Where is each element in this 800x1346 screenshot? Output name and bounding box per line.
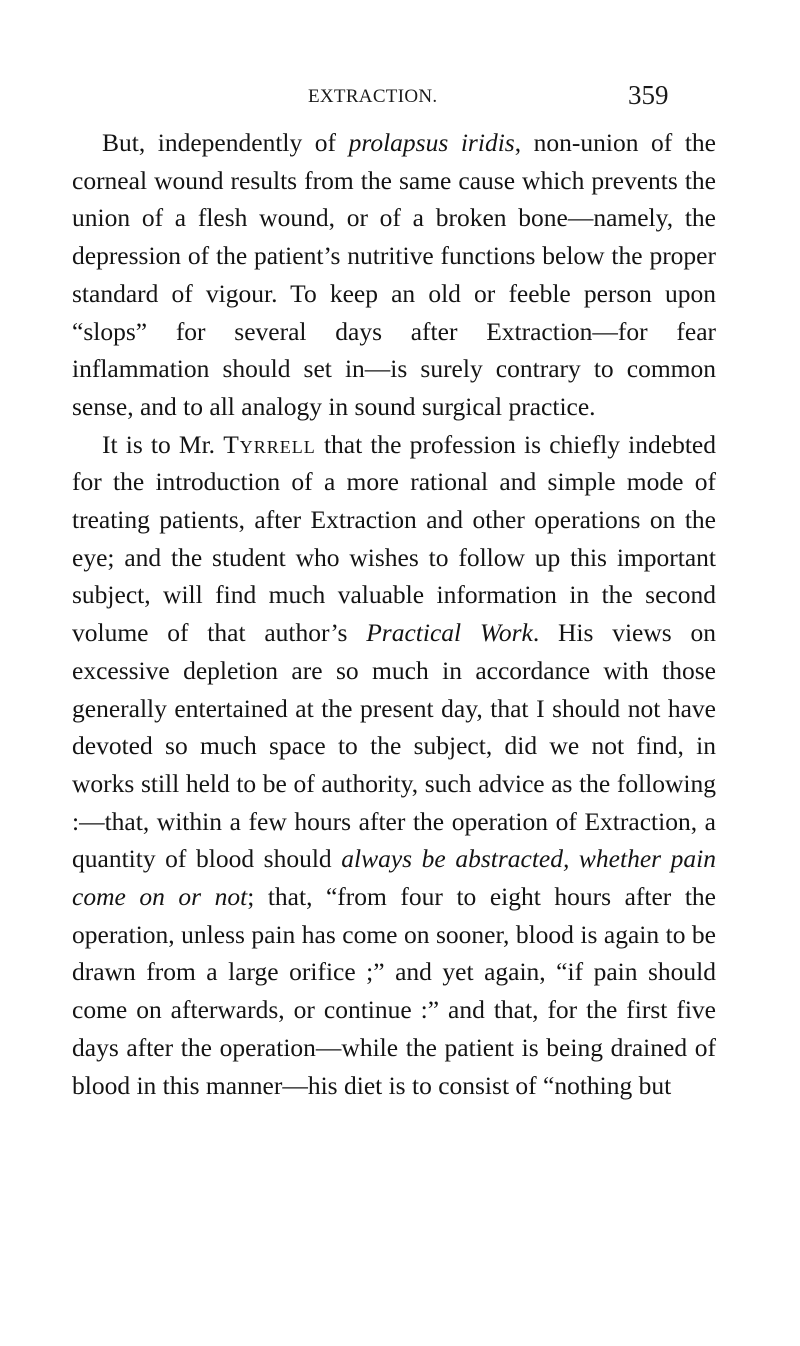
author-name: Tyrrell [223, 429, 316, 459]
paragraph: But, independently of prolapsus iridis, non-union of the corneal wound results from the same cause which prevents the union of a flesh wound, or of a broken bone—namely, the depression of the patient’s nutritive functions below the proper standard of vigour. To keep an old or feeble person upon “slops” for several days after Extraction—for fear inflammation should set in—is surely contrary to common sense, and to all analogy in sound surgical practice. [72, 128, 716, 421]
book-title: Practical Work [366, 618, 533, 648]
running-head: EXTRACTION. [308, 86, 438, 107]
italic-term: prolapsus iridis [348, 128, 515, 157]
body-text [72, 124, 716, 1104]
paragraph: It is to Mr. Tyrrell that the profession is chiefly indebted for the introduction of a more rational and simple mode of treating patients, after Extraction and other operations on the eye; and the student who wishes to follow up this important subject, will find much valuable information in the second volume of that author’s Practical Work. His views on excessive depletion are so much in accordance with those generally entertained at the present day, that I should not have devoted so much space to the subject, did we not find, in works still held to be of authority, such advice as the following :—that, within a few hours after the operation of Extraction, a quantity of blood should always be abstracted, whether pain come on or not; that, “from four to eight hours after the operation, unless pain has come on sooner, blood is again to be drawn from a large orifice ;” and yet again, “if pain should come on afterwards, or continue :” and that, for the first five days after the operation—while the patient is being drained of blood in this manner—his diet is to consist of “nothing but [72, 429, 716, 1100]
page-number: 359 [628, 80, 669, 110]
italic-quote: always be abstracted, whether pain come on or not [72, 844, 716, 912]
